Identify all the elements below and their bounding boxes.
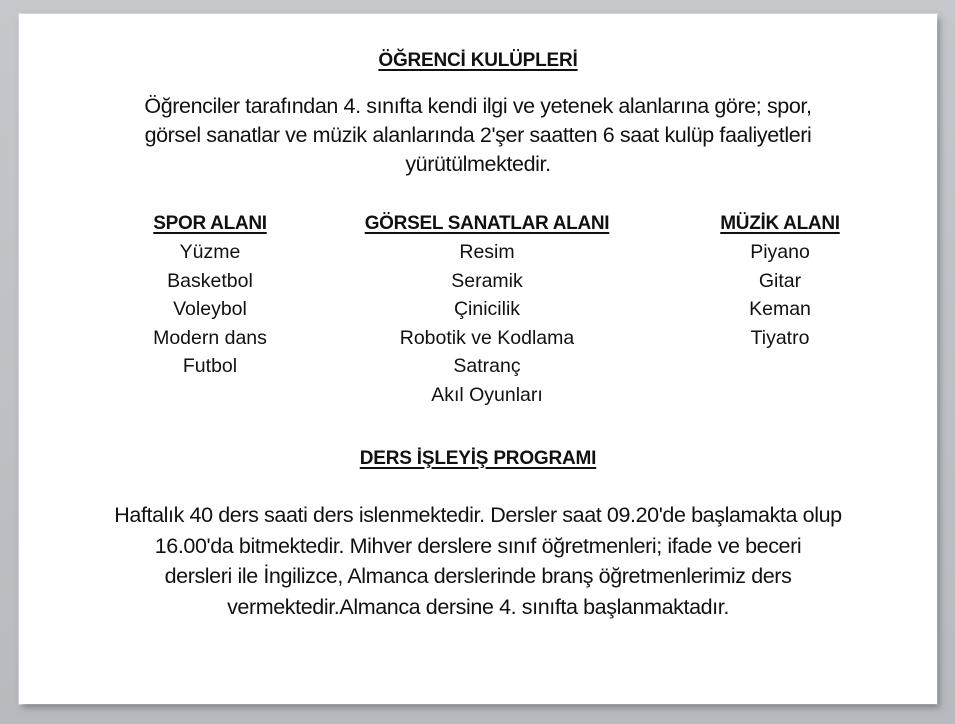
club-item: Seramik <box>451 269 523 292</box>
club-item: Tiyatro <box>750 326 810 349</box>
club-item: Modern dans <box>153 326 267 349</box>
club-item: Akıl Oyunları <box>431 383 543 406</box>
visual-arts-area-column <box>352 210 622 409</box>
schedule-line: vermektedir.Almanca dersine 4. sınıfta başlanmaktadır. <box>227 594 729 619</box>
schedule-line: Haftalık 40 ders saati ders islenmektedir. Dersler saat 09.20'de başlamakta olup <box>114 503 842 527</box>
visual-arts-area-title: GÖRSEL SANATLAR ALANI <box>364 213 610 234</box>
club-item: Gitar <box>758 269 802 292</box>
clubs-heading: ÖĞRENCİ KULÜPLERİ <box>378 50 578 71</box>
club-item: Robotik ve Kodlama <box>399 326 575 349</box>
sports-area-title: SPOR ALANI <box>153 213 267 234</box>
schedule-line: 16.00'da bitmektedir. Mihver derslere sınıf öğretmenleri; ifade ve beceri <box>154 533 802 558</box>
intro-line: görsel sanatlar ve müzik alanlarında 2'şer saatten 6 saat kulüp faaliyetleri <box>144 123 812 147</box>
club-item: Piyano <box>750 241 810 263</box>
club-item: Voleybol <box>173 298 247 320</box>
club-item: Yüzme <box>179 241 241 263</box>
music-area-title: MÜZİK ALANI <box>720 213 840 234</box>
club-item: Resim <box>459 241 515 263</box>
club-item: Basketbol <box>167 269 253 292</box>
document-page <box>19 14 937 704</box>
schedule-line: dersleri ile İngilizce, Almanca derslerinde branş öğretmenlerimiz ders <box>164 564 792 588</box>
sports-area-column <box>129 210 291 381</box>
music-area-column <box>699 210 861 352</box>
club-item: Satranç <box>453 355 521 377</box>
club-item: Keman <box>749 298 811 320</box>
schedule-heading: DERS İŞLEYİŞ PROGRAMI <box>359 448 597 469</box>
clubs-intro-paragraph <box>19 92 937 179</box>
club-item: Çinicilik <box>453 298 521 320</box>
club-item: Futbol <box>182 355 238 377</box>
intro-line: Öğrenciler tarafından 4. sınıfta kendi ilgi ve yetenek alanlarına göre; spor, <box>144 94 812 118</box>
schedule-paragraph <box>19 500 937 622</box>
intro-line: yürütülmektedir. <box>405 152 551 176</box>
